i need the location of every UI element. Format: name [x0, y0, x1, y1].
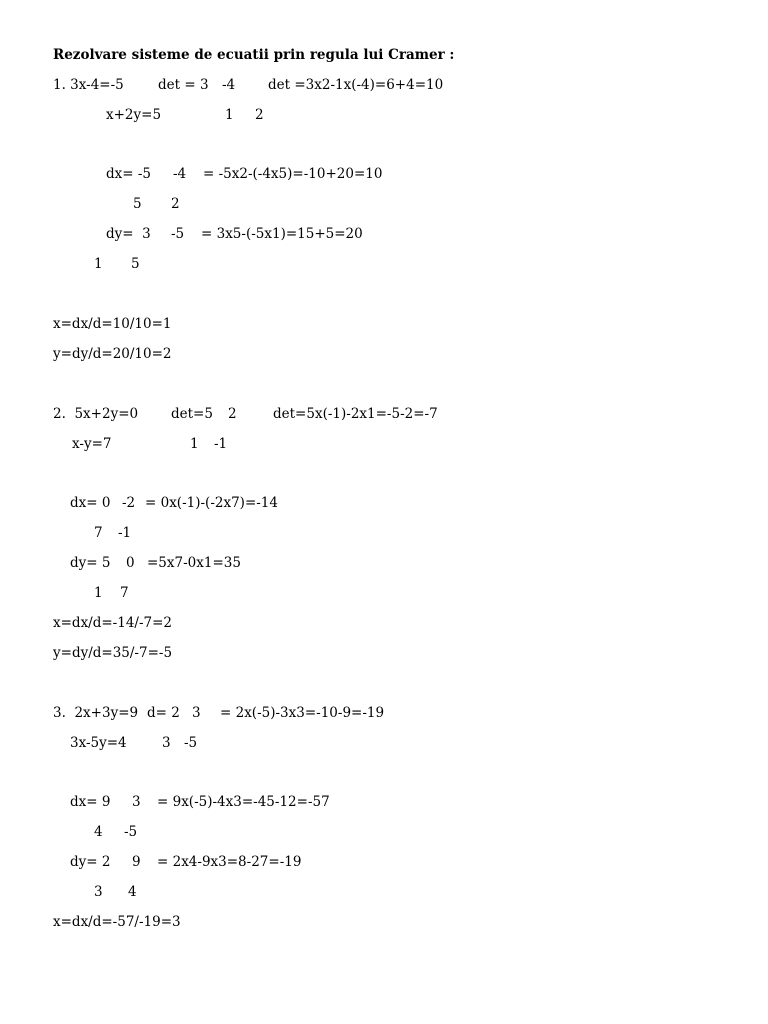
p2-dy-label: dy= 5 [70, 555, 111, 571]
p2-det-label: det=5 [171, 406, 213, 422]
p1-dy-label: dy= 3 [106, 226, 151, 242]
document-title: Rezolvare sisteme de ecuatii prin regula lui Cramer : [53, 47, 455, 63]
p1-x-result: x=dx/d=10/10=1 [53, 316, 172, 332]
p3-det-r2c2: -5 [184, 735, 198, 751]
p2-det-r1c2: 2 [228, 406, 237, 422]
p2-dx-r2c2: -1 [118, 525, 132, 541]
p1-equation-2: x+2y=5 [106, 107, 162, 123]
p2-equation-1: 2. 5x+2y=0 [53, 406, 139, 422]
p1-dx-calculation: = -5x2-(-4x5)=-10+20=10 [203, 166, 383, 182]
p2-dy-calculation: =5x7-0x1=35 [147, 555, 241, 571]
p2-det-r2c2: -1 [214, 436, 228, 452]
p3-dy-label: dy= 2 [70, 854, 111, 870]
p1-equation-1: 1. 3x-4=-5 [53, 77, 124, 93]
p1-dy-calculation: = 3x5-(-5x1)=15+5=20 [201, 226, 363, 242]
p2-det-r2c1: 1 [190, 436, 199, 452]
p1-dy-r2c2: 5 [131, 256, 140, 272]
p2-equation-2: x-y=7 [72, 436, 112, 452]
p3-dx-r2c2: -5 [124, 824, 138, 840]
p1-dx-label: dx= -5 [106, 166, 152, 182]
p2-dx-r1c2: -2 [122, 495, 136, 511]
p2-dx-label: dx= 0 [70, 495, 111, 511]
p3-dx-r2c1: 4 [94, 824, 103, 840]
p1-y-result: y=dy/d=20/10=2 [53, 346, 172, 362]
p1-dy-r1c2: -5 [171, 226, 185, 242]
p2-x-result: x=dx/d=-14/-7=2 [53, 615, 173, 631]
p2-det-calculation: det=5x(-1)-2x1=-5-2=-7 [273, 406, 438, 422]
p3-dy-r2c2: 4 [128, 884, 137, 900]
p1-det-calculation: det =3x2-1x(-4)=6+4=10 [268, 77, 444, 93]
p3-dy-calculation: = 2x4-9x3=8-27=-19 [157, 854, 302, 870]
p3-dy-r1c2: 9 [132, 854, 141, 870]
p3-det-label: d= 2 [147, 705, 180, 721]
p2-dy-r2c1: 1 [94, 585, 103, 601]
p1-det-r2c1: 1 [225, 107, 234, 123]
p1-dx-r1c2: -4 [173, 166, 187, 182]
p3-dx-r1c2: 3 [132, 794, 141, 810]
p3-dx-calculation: = 9x(-5)-4x3=-45-12=-57 [157, 794, 330, 810]
p2-dx-calculation: = 0x(-1)-(-2x7)=-14 [145, 495, 278, 511]
p3-det-r2c1: 3 [162, 735, 171, 751]
p2-dx-r2c1: 7 [94, 525, 103, 541]
p1-dx-r2c2: 2 [171, 196, 180, 212]
p1-det-label: det = 3 [158, 77, 209, 93]
p1-det-r2c2: 2 [255, 107, 264, 123]
p3-dx-label: dx= 9 [70, 794, 111, 810]
p3-dy-r2c1: 3 [94, 884, 103, 900]
p3-equation-2: 3x-5y=4 [70, 735, 127, 751]
p1-det-r1c2: -4 [222, 77, 236, 93]
p3-det-calculation: = 2x(-5)-3x3=-10-9=-19 [220, 705, 385, 721]
p1-dx-r2c1: 5 [133, 196, 142, 212]
p2-y-result: y=dy/d=35/-7=-5 [53, 645, 173, 661]
p3-equation-1: 3. 2x+3y=9 [53, 705, 139, 721]
p2-dy-r2c2: 7 [120, 585, 129, 601]
p3-det-r1c2: 3 [192, 705, 201, 721]
p2-dy-r1c2: 0 [126, 555, 135, 571]
p1-dy-r2c1: 1 [94, 256, 103, 272]
p3-x-result: x=dx/d=-57/-19=3 [53, 914, 181, 930]
